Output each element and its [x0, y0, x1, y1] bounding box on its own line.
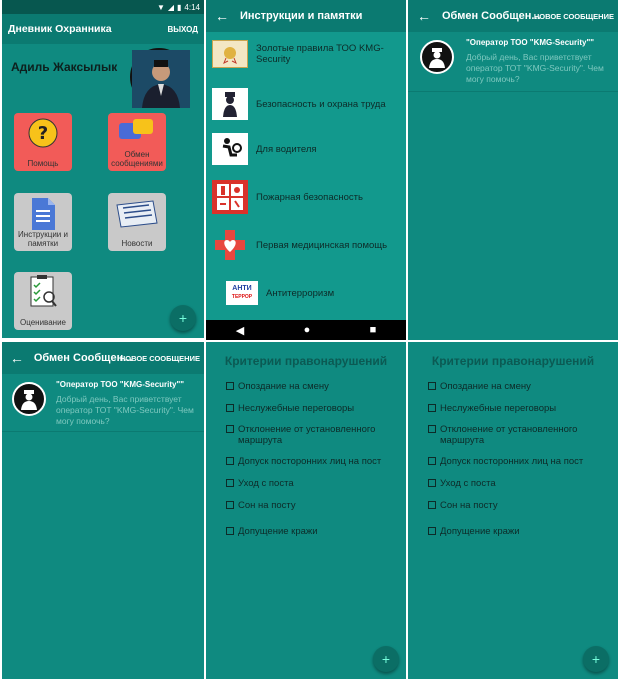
instruction-item[interactable]	[212, 40, 406, 68]
messages-label: Обмен сообщениями	[111, 150, 163, 168]
operator-icon	[420, 40, 454, 74]
message-item[interactable]	[2, 374, 204, 432]
status-time: 4:14	[184, 2, 200, 12]
message-sender: "Оператор ТОО "KMG-Security""	[466, 38, 595, 47]
messages-screen	[2, 342, 204, 679]
news-tile[interactable]	[108, 193, 166, 251]
new-message-button[interactable]: НОВОЕ СООБЩЕНИЕ	[119, 353, 200, 363]
nav-bar	[206, 320, 406, 340]
guard-icon	[212, 88, 248, 120]
battery-icon: ▮	[177, 2, 182, 12]
home-screen	[2, 0, 204, 338]
back-arrow-icon[interactable]: ←	[215, 8, 229, 24]
question-icon	[28, 118, 58, 148]
instruction-label: Антитерроризм	[266, 287, 335, 299]
instructions-screen	[206, 0, 406, 340]
help-tile[interactable]	[14, 113, 72, 171]
first-aid-icon	[212, 228, 248, 262]
rating-tile[interactable]	[14, 272, 72, 330]
message-item[interactable]	[408, 32, 618, 92]
wifi-icon: ▼	[156, 2, 165, 12]
nav-back-icon[interactable]: ◀	[235, 324, 245, 337]
help-label: Помощь	[27, 159, 59, 168]
nav-recents-icon[interactable]: ■	[369, 324, 377, 336]
criteria-checkbox[interactable]: Допуск посторонних лиц на пост	[428, 456, 583, 467]
antiterror-logo: АНТИ ТЕРРОР	[226, 281, 258, 305]
certificate-icon	[212, 40, 248, 68]
instruction-label: Безопасность и охрана труда	[256, 98, 386, 110]
chat-bubbles-icon	[117, 117, 157, 147]
criteria-checkbox[interactable]: Сон на посту	[428, 500, 498, 511]
criteria-checkbox[interactable]: Неслужебные переговоры	[226, 403, 354, 414]
back-arrow-icon[interactable]: ←	[9, 350, 24, 366]
messages-tile[interactable]	[108, 113, 166, 171]
instruction-item[interactable]	[212, 180, 363, 214]
message-sender: "Оператор ТОО "KMG-Security""	[56, 380, 185, 389]
instruction-label: Для водителя	[256, 143, 317, 155]
new-message-button[interactable]: НОВОЕ СООБЩЕНИЕ	[533, 11, 614, 21]
message-text: Добрый день, Вас приветствует оператор ТОТ "KMG-Security". Чем могу помочь?	[466, 52, 604, 84]
messages-title: Обмен Сообщен...	[33, 352, 133, 364]
criteria-title: Критерии правонарушений	[224, 354, 388, 368]
checklist-icon	[28, 275, 58, 309]
criteria-checkbox[interactable]: Допуск посторонних лиц на пост	[226, 456, 381, 467]
criteria-checkbox[interactable]: Уход с поста	[226, 478, 294, 489]
back-arrow-icon[interactable]: ←	[417, 8, 431, 24]
criteria-checkbox[interactable]: Допущение кражи	[226, 526, 318, 537]
newspaper-icon	[113, 199, 161, 229]
document-icon	[29, 197, 57, 231]
criteria-screen	[408, 342, 618, 679]
operator-icon	[12, 382, 46, 416]
signal-icon: ◢	[167, 2, 175, 12]
instruction-label: Золотые правила ТОО KMG-Security	[256, 43, 384, 65]
instructions-tile[interactable]	[14, 193, 72, 251]
message-text: Добрый день, Вас приветствует оператор ТОТ "KMG-Security". Чем могу помочь?	[56, 394, 194, 426]
add-button[interactable]: +	[373, 646, 399, 672]
instruction-label: Пожарная безопасность	[256, 191, 363, 203]
status-bar	[2, 0, 204, 14]
criteria-checkbox[interactable]: Отклонение от установленного маршрута	[226, 424, 401, 446]
nav-home-icon[interactable]: ●	[303, 324, 311, 336]
instruction-item[interactable]	[226, 281, 334, 305]
messages-title: Обмен Сообщен...	[442, 10, 541, 22]
news-label: Новости	[121, 239, 153, 248]
svg-text:?: ?	[37, 123, 49, 144]
fire-safety-icon	[212, 180, 248, 214]
avatar	[130, 48, 188, 106]
instructions-title: Инструкции и памятки	[240, 10, 363, 22]
driver-icon	[212, 133, 248, 165]
criteria-title: Критерии правонарушений	[431, 354, 595, 368]
criteria-checkbox[interactable]: Допущение кражи	[428, 526, 520, 537]
criteria-checkbox[interactable]: Сон на посту	[226, 500, 296, 511]
criteria-checkbox[interactable]: Опоздание на смену	[226, 381, 329, 392]
instruction-item[interactable]	[212, 88, 386, 120]
instruction-item[interactable]	[212, 133, 317, 165]
instruction-item[interactable]	[212, 228, 387, 262]
criteria-checkbox[interactable]: Уход с поста	[428, 478, 496, 489]
criteria-checkbox[interactable]: Отклонение от установленного маршрута	[428, 424, 613, 446]
app-title: Дневник Охранника	[8, 23, 112, 35]
criteria-screen	[206, 342, 406, 679]
logout-button[interactable]: ВЫХОД	[167, 24, 198, 34]
add-button[interactable]: +	[170, 305, 196, 331]
add-button[interactable]: +	[583, 646, 609, 672]
user-name: Адиль Жаксылык	[11, 60, 118, 74]
instruction-label: Первая медицинская помощь	[256, 239, 388, 251]
rating-label: Оценивание	[20, 318, 66, 327]
criteria-checkbox[interactable]: Неслужебные переговоры	[428, 403, 556, 414]
instructions-label: Инструкции и памятки	[18, 230, 68, 248]
messages-screen	[408, 0, 618, 340]
criteria-checkbox[interactable]: Опоздание на смену	[428, 381, 531, 392]
